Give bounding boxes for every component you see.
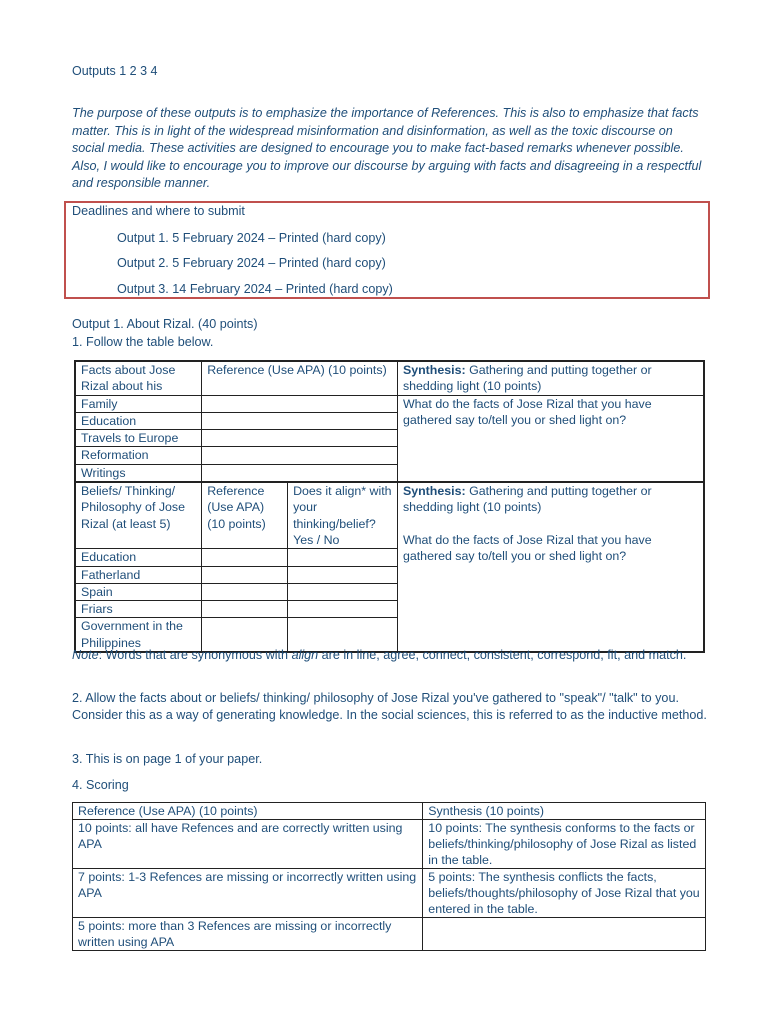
scoring-cell: 10 points: The synthesis conforms to the facts or beliefs/thinking/philosophy of Jose Rizal as listed in the table. xyxy=(423,820,706,869)
scoring-cell: 7 points: 1-3 Refences are missing or incorrectly written using APA xyxy=(73,869,423,918)
belief-row: Friars xyxy=(75,601,202,618)
step-4: 4. Scoring xyxy=(72,778,129,792)
align-cell xyxy=(288,601,398,618)
fact-row: Writings xyxy=(75,464,202,482)
output1-title: Output 1. About Rizal. (40 points) xyxy=(72,317,258,331)
table-row xyxy=(75,482,704,549)
table-row xyxy=(73,803,706,820)
fact-row: Travels to Europe xyxy=(75,430,202,447)
align-cell xyxy=(288,549,398,566)
table-row xyxy=(73,918,706,951)
rizal-table xyxy=(74,360,705,653)
page-heading: Outputs 1 2 3 4 xyxy=(72,64,158,78)
step-2: 2. Allow the facts about or beliefs/ thinking/ philosophy of Jose Rizal you've gathered to "speak"/ "talk" to you. Consider this as a way of generating knowledge. In the social sciences, this is referred to as the inductive method. xyxy=(72,691,707,722)
scoring-cell: 5 points: more than 3 Refences are missing or incorrectly written using APA xyxy=(73,918,423,951)
reference-cell xyxy=(202,566,288,583)
align-cell xyxy=(288,566,398,583)
deadline-title: Deadlines and where to submit xyxy=(72,204,245,218)
reference-cell xyxy=(202,549,288,566)
note: Note: Words that are synonymous with align are in line, agree, connect, consistent, correspond, fit, and match. xyxy=(72,648,687,662)
reference-cell xyxy=(202,583,288,600)
reference-cell xyxy=(202,430,398,447)
step-3: 3. This is on page 1 of your paper. xyxy=(72,752,263,766)
deadline-item: Output 1. 5 February 2024 – Printed (hard copy) xyxy=(117,231,386,245)
reference-cell xyxy=(202,447,398,464)
table-row xyxy=(73,820,706,869)
align-header: Does it align* with your thinking/belief? Yes / No xyxy=(288,482,398,549)
reference-cell xyxy=(202,395,398,412)
fact-row: Family xyxy=(75,395,202,412)
reference-header-2: Reference (Use APA) (10 points) xyxy=(202,482,288,549)
synthesis-question: What do the facts of Jose Rizal that you have gathered say to/tell you or shed light on? xyxy=(397,395,704,482)
scoring-cell xyxy=(423,918,706,951)
scoring-cell: 5 points: The synthesis conflicts the facts, beliefs/thoughts/philosophy of Jose Rizal that you entered in the table. xyxy=(423,869,706,918)
scoring-header: Synthesis (10 points) xyxy=(423,803,706,820)
fact-row: Education xyxy=(75,412,202,429)
deadline-item: Output 2. 5 February 2024 – Printed (hard copy) xyxy=(117,256,386,270)
scoring-header: Reference (Use APA) (10 points) xyxy=(73,803,423,820)
fact-row: Reformation xyxy=(75,447,202,464)
synthesis-block-2: Synthesis: Gathering and putting together or shedding light (10 points) What do the facts of Jose Rizal that you have gathered say to/tell you or shed light on? xyxy=(397,482,704,652)
align-cell xyxy=(288,583,398,600)
synthesis-question-2: What do the facts of Jose Rizal that you have gathered say to/tell you or shed light on? xyxy=(402,532,652,563)
scoring-table xyxy=(72,802,706,951)
table-row xyxy=(73,869,706,918)
belief-row: Government in the Philippines xyxy=(75,618,202,652)
facts-header: Facts about Jose Rizal about his xyxy=(75,361,202,395)
reference-cell xyxy=(202,601,288,618)
intro-paragraph: The purpose of these outputs is to emphasize the importance of References. This is also to emphasize that facts matter. This is in light of the widespread misinformation and disinformation, as well as the toxic discourse on social media. These activities are designed to encourage you to make fact-based remarks whenever possible. Also, I would like to encourage you to improve our discourse by arguing with facts and disagreeing in a respectful and responsible manner. xyxy=(72,106,702,190)
reference-cell xyxy=(202,464,398,482)
synthesis-header: Synthesis: Gathering and putting together or shedding light (10 points) xyxy=(397,361,704,395)
beliefs-header: Beliefs/ Thinking/ Philosophy of Jose Rizal (at least 5) xyxy=(75,482,202,549)
step-1: 1. Follow the table below. xyxy=(72,335,214,349)
deadline-item: Output 3. 14 February 2024 – Printed (hard copy) xyxy=(117,282,393,296)
table-row xyxy=(75,395,704,412)
belief-row: Education xyxy=(75,549,202,566)
reference-header: Reference (Use APA) (10 points) xyxy=(202,361,398,395)
belief-row: Fatherland xyxy=(75,566,202,583)
belief-row: Spain xyxy=(75,583,202,600)
scoring-cell: 10 points: all have Refences and are correctly written using APA xyxy=(73,820,423,869)
reference-cell xyxy=(202,412,398,429)
